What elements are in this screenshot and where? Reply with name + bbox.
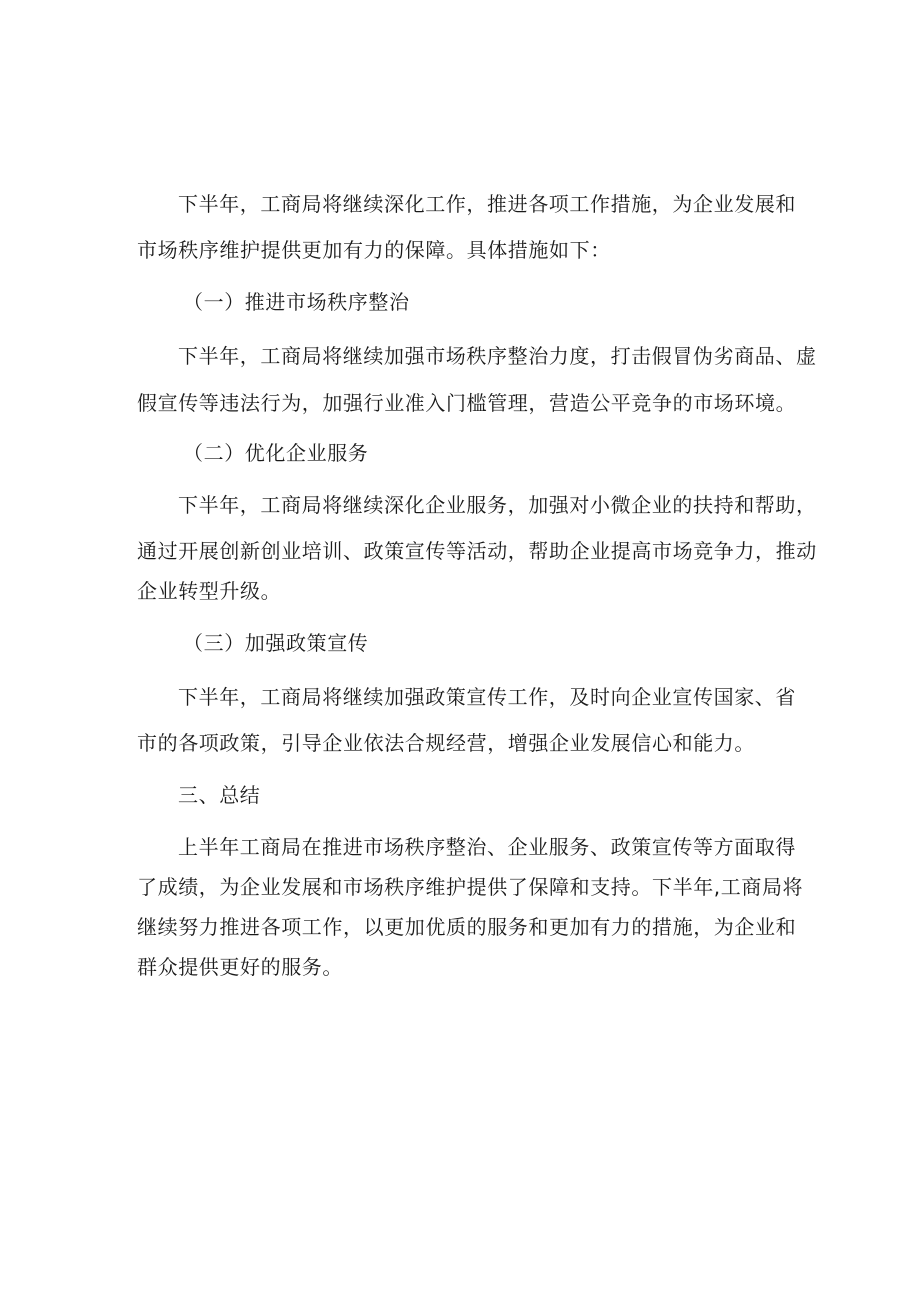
summary-line-4: 群众提供更好的服务。: [137, 955, 343, 979]
summary-line-2: 了成绩，为企业发展和市场秩序维护提供了保障和支持。下半年,工商局将: [137, 875, 804, 899]
section-heading-2: （二）优化企业服务: [183, 441, 369, 465]
section2-line-3: 企业转型升级。: [137, 579, 282, 603]
section1-line-1: 下半年，工商局将继续加强市场秩序整治力度，打击假冒伪劣商品、虚: [178, 344, 817, 368]
section3-line-1: 下半年，工商局将继续加强政策宣传工作，及时向企业宣传国家、省: [178, 685, 796, 709]
intro-line-1: 下半年，工商局将继续深化工作，推进各项工作措施，为企业发展和: [178, 192, 796, 216]
intro-line-2: 市场秩序维护提供更加有力的保障。具体措施如下：: [137, 238, 611, 262]
section2-line-1: 下半年，工商局将继续深化企业服务，加强对小微企业的扶持和帮助，: [178, 493, 817, 517]
summary-line-1: 上半年工商局在推进市场秩序整治、企业服务、政策宣传等方面取得: [178, 835, 796, 859]
section-heading-3: （三）加强政策宣传: [183, 631, 369, 655]
section2-line-2: 通过开展创新创业培训、政策宣传等活动，帮助企业提高市场竞争力，推动: [137, 539, 817, 563]
section1-line-2: 假宣传等违法行为，加强行业准入门槛管理，营造公平竞争的市场环境。: [137, 391, 797, 415]
section3-line-2: 市的各项政策，引导企业依法合规经营，增强企业发展信心和能力。: [137, 731, 755, 755]
section-heading-1: （一）推进市场秩序整治: [183, 290, 410, 314]
summary-line-3: 继续努力推进各项工作，以更加优质的服务和更加有力的措施，为企业和: [137, 915, 797, 939]
summary-heading: 三、总结: [178, 783, 261, 807]
